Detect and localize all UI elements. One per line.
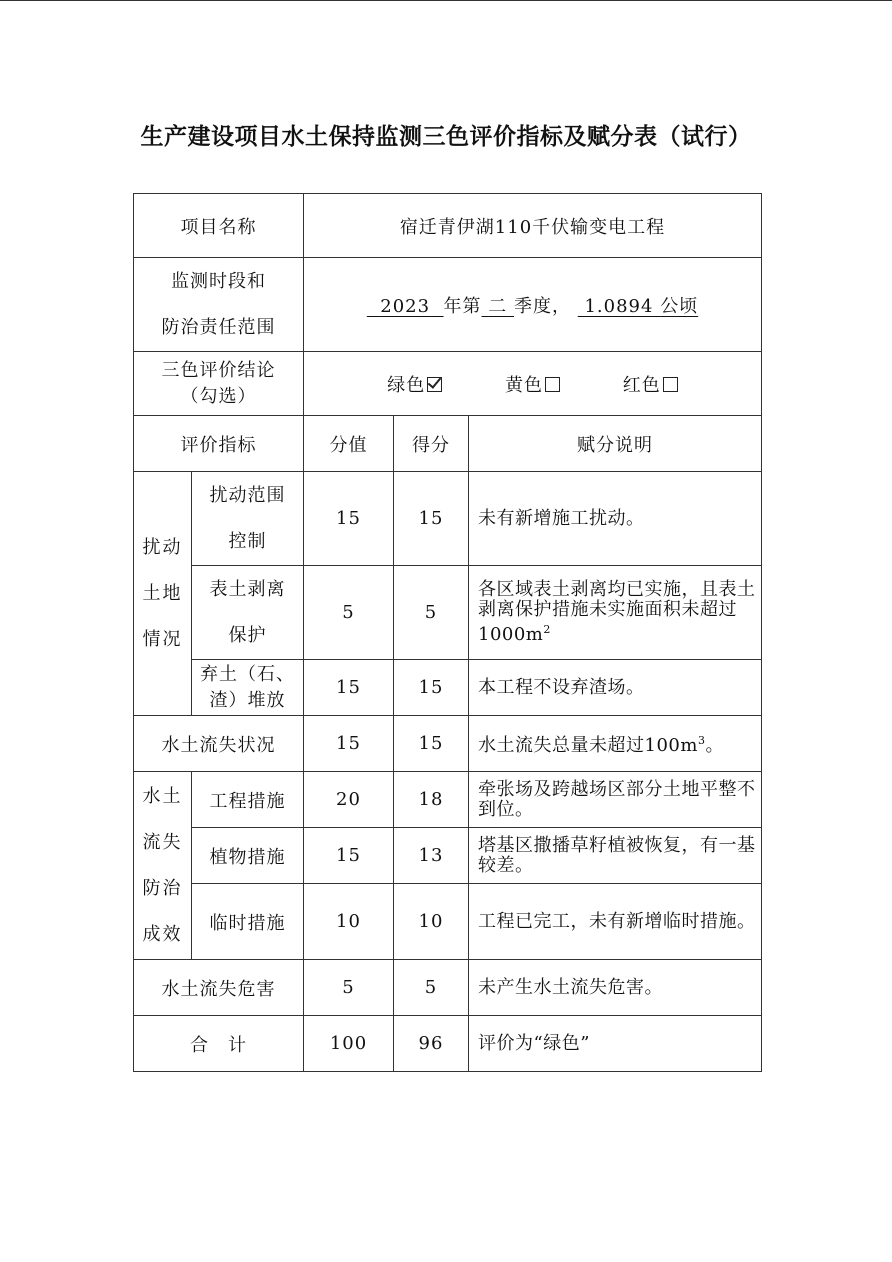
green-checkbox[interactable] xyxy=(427,377,442,392)
row-desc-topsoil: 各区域表土剥离均已实施，且表土剥离保护措施未实施面积未超过$1000m^2$ xyxy=(469,566,762,660)
row-desc-total: 评价为“绿色” xyxy=(469,1016,762,1072)
option-red[interactable]: 红色 xyxy=(623,371,678,397)
row-score-hazard: 5 xyxy=(304,960,394,1016)
project-label: 项目名称 xyxy=(134,194,304,258)
row-name-topsoil: 表土剥离 保护 xyxy=(192,566,304,660)
period-label: 监测时段和 防治责任范围 xyxy=(134,258,304,352)
row-name-engineering: 工程措施 xyxy=(192,772,304,828)
option-yellow[interactable]: 黄色 xyxy=(505,371,560,397)
row-desc-erosion: 水土流失总量未超过$100m^3$。 xyxy=(469,716,762,772)
row-got-plant: 13 xyxy=(394,828,469,884)
row-got-engineering: 18 xyxy=(394,772,469,828)
table-row-period xyxy=(134,258,762,352)
page-title: 生产建设项目水土保持监测三色评价指标及赋分表（试行） xyxy=(140,123,752,150)
header-desc: 赋分说明 xyxy=(469,416,762,472)
table-row-engineering xyxy=(134,772,762,828)
table-row-total xyxy=(134,1016,762,1072)
row-score-spoil: 15 xyxy=(304,660,394,716)
table-header-row xyxy=(134,416,762,472)
table-row-temporary xyxy=(134,884,762,960)
table-row-conclusion xyxy=(134,352,762,416)
evaluation-table xyxy=(133,193,762,1072)
row-got-temporary: 10 xyxy=(394,884,469,960)
row-got-total: 96 xyxy=(394,1016,469,1072)
option-green[interactable]: 绿色 xyxy=(387,371,442,397)
row-score-erosion: 15 xyxy=(304,716,394,772)
row-desc-temporary: 工程已完工，未有新增临时措施。 xyxy=(469,884,762,960)
header-indicator: 评价指标 xyxy=(134,416,304,472)
conclusion-options xyxy=(304,352,762,416)
row-name-scope: 扰动范围 控制 xyxy=(192,472,304,566)
row-score-plant: 15 xyxy=(304,828,394,884)
row-desc-engineering: 牵张场及跨越场区部分土地平整不到位。 xyxy=(469,772,762,828)
header-score: 分值 xyxy=(304,416,394,472)
project-name: 宿迁青伊湖110千伏输变电工程 xyxy=(304,194,762,258)
row-got-hazard: 5 xyxy=(394,960,469,1016)
row-score-temporary: 10 xyxy=(304,884,394,960)
group-control: 水土 流失 防治 成效 xyxy=(134,772,192,960)
table-row-plant xyxy=(134,828,762,884)
row-name-total: 合 计 xyxy=(134,1016,304,1072)
table-row-scope xyxy=(134,472,762,566)
area-value: 1.0894 公顷 xyxy=(584,295,699,317)
row-score-scope: 15 xyxy=(304,472,394,566)
row-score-total: 100 xyxy=(304,1016,394,1072)
top-border-line xyxy=(0,0,892,1)
row-name-erosion: 水土流失状况 xyxy=(134,716,304,772)
table-row-erosion xyxy=(134,716,762,772)
row-name-hazard: 水土流失危害 xyxy=(134,960,304,1016)
row-got-scope: 15 xyxy=(394,472,469,566)
year-value: 2023 xyxy=(380,295,431,317)
conclusion-label: 三色评价结论 （勾选） xyxy=(134,352,304,416)
table-row-topsoil xyxy=(134,566,762,660)
red-checkbox[interactable] xyxy=(663,377,678,392)
row-name-plant: 植物措施 xyxy=(192,828,304,884)
period-value: 2023 年第 二 季度， 1.0894 公顷 xyxy=(304,258,762,352)
row-desc-plant: 塔基区撒播草籽植被恢复，有一基较差。 xyxy=(469,828,762,884)
row-got-spoil: 15 xyxy=(394,660,469,716)
table-row-hazard xyxy=(134,960,762,1016)
row-desc-hazard: 未产生水土流失危害。 xyxy=(469,960,762,1016)
row-got-erosion: 15 xyxy=(394,716,469,772)
yellow-checkbox[interactable] xyxy=(545,377,560,392)
row-name-spoil: 弃土（石、 渣）堆放 xyxy=(192,660,304,716)
row-score-engineering: 20 xyxy=(304,772,394,828)
header-got: 得分 xyxy=(394,416,469,472)
quarter-value: 二 xyxy=(488,295,508,317)
table-row-project xyxy=(134,194,762,258)
table-row-spoil xyxy=(134,660,762,716)
row-desc-scope: 未有新增施工扰动。 xyxy=(469,472,762,566)
row-name-temporary: 临时措施 xyxy=(192,884,304,960)
row-got-topsoil: 5 xyxy=(394,566,469,660)
group-disturb: 扰动 土地 情况 xyxy=(134,472,192,716)
row-desc-spoil: 本工程不设弃渣场。 xyxy=(469,660,762,716)
row-score-topsoil: 5 xyxy=(304,566,394,660)
